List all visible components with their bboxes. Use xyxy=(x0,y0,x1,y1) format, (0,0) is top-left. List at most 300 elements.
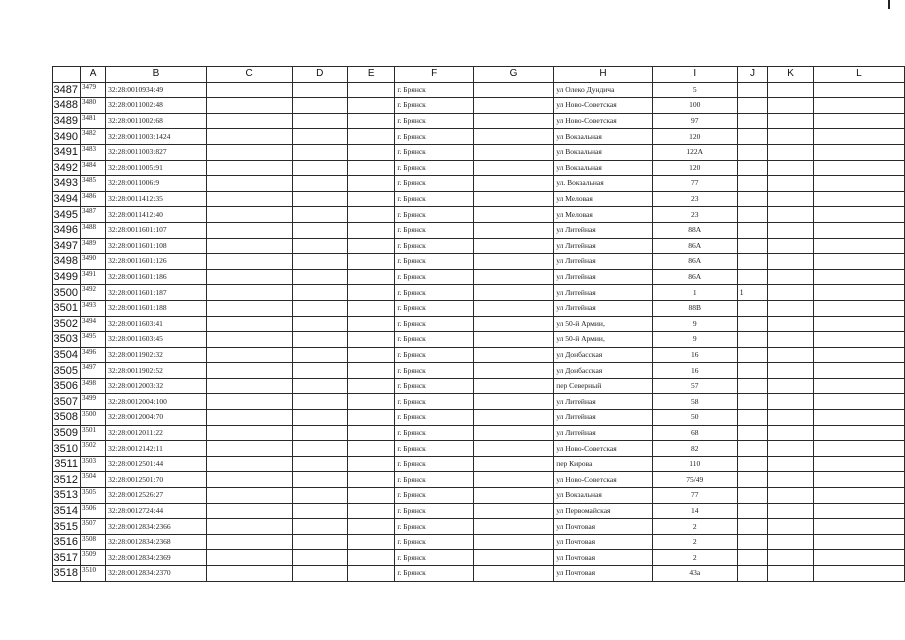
cell-k[interactable] xyxy=(768,144,813,160)
cell-b[interactable]: 32:28:0011006:9 xyxy=(106,176,207,192)
cell-j[interactable] xyxy=(737,503,768,519)
cell-f[interactable]: г. Брянск xyxy=(395,503,474,519)
cell-a[interactable]: 3502 xyxy=(80,441,105,457)
row-number[interactable]: 3496 xyxy=(53,222,81,238)
row-number[interactable]: 3515 xyxy=(53,519,81,535)
cell-e[interactable] xyxy=(348,347,395,363)
cell-e[interactable] xyxy=(348,222,395,238)
cell-a[interactable]: 3492 xyxy=(80,285,105,301)
cell-j[interactable] xyxy=(737,222,768,238)
cell-l[interactable] xyxy=(813,98,904,114)
row-number[interactable]: 3507 xyxy=(53,394,81,410)
cell-g[interactable] xyxy=(473,160,553,176)
cell-f[interactable]: г. Брянск xyxy=(395,394,474,410)
cell-a[interactable]: 3506 xyxy=(80,503,105,519)
cell-c[interactable] xyxy=(206,566,292,582)
cell-l[interactable] xyxy=(813,363,904,379)
cell-c[interactable] xyxy=(206,347,292,363)
cell-k[interactable] xyxy=(768,503,813,519)
cell-l[interactable] xyxy=(813,519,904,535)
cell-d[interactable] xyxy=(292,129,348,145)
cell-e[interactable] xyxy=(348,129,395,145)
cell-a[interactable]: 3497 xyxy=(80,363,105,379)
cell-b[interactable]: 32:28:0011003:1424 xyxy=(106,129,207,145)
cell-i[interactable]: 77 xyxy=(652,488,737,504)
cell-c[interactable] xyxy=(206,269,292,285)
cell-g[interactable] xyxy=(473,425,553,441)
cell-h[interactable]: ул Почтовая xyxy=(554,566,653,582)
cell-f[interactable]: г. Брянск xyxy=(395,300,474,316)
cell-i[interactable]: 23 xyxy=(652,191,737,207)
cell-l[interactable] xyxy=(813,441,904,457)
cell-i[interactable]: 43а xyxy=(652,566,737,582)
cell-a[interactable]: 3498 xyxy=(80,378,105,394)
cell-f[interactable]: г. Брянск xyxy=(395,176,474,192)
cell-e[interactable] xyxy=(348,519,395,535)
cell-c[interactable] xyxy=(206,176,292,192)
row-number[interactable]: 3503 xyxy=(53,332,81,348)
cell-h[interactable]: ул Почтовая xyxy=(554,519,653,535)
cell-g[interactable] xyxy=(473,300,553,316)
cell-k[interactable] xyxy=(768,285,813,301)
cell-l[interactable] xyxy=(813,534,904,550)
cell-k[interactable] xyxy=(768,534,813,550)
row-number[interactable]: 3499 xyxy=(53,269,81,285)
cell-g[interactable] xyxy=(473,441,553,457)
cell-j[interactable] xyxy=(737,238,768,254)
cell-l[interactable] xyxy=(813,300,904,316)
cell-l[interactable] xyxy=(813,113,904,129)
cell-l[interactable] xyxy=(813,503,904,519)
cell-h[interactable]: ул Почтовая xyxy=(554,534,653,550)
cell-g[interactable] xyxy=(473,363,553,379)
cell-c[interactable] xyxy=(206,222,292,238)
cell-g[interactable] xyxy=(473,534,553,550)
cell-a[interactable]: 3481 xyxy=(80,113,105,129)
cell-b[interactable]: 32:28:0012142:11 xyxy=(106,441,207,457)
row-number[interactable]: 3490 xyxy=(53,129,81,145)
cell-h[interactable]: ул Литейная xyxy=(554,285,653,301)
cell-i[interactable]: 5 xyxy=(652,82,737,98)
cell-j[interactable] xyxy=(737,363,768,379)
cell-d[interactable] xyxy=(292,191,348,207)
cell-h[interactable]: ул Донбасская xyxy=(554,347,653,363)
cell-k[interactable] xyxy=(768,300,813,316)
cell-f[interactable]: г. Брянск xyxy=(395,550,474,566)
row-number[interactable]: 3492 xyxy=(53,160,81,176)
cell-e[interactable] xyxy=(348,160,395,176)
cell-b[interactable]: 32:28:0011601:186 xyxy=(106,269,207,285)
cell-i[interactable]: 57 xyxy=(652,378,737,394)
cell-e[interactable] xyxy=(348,254,395,270)
cell-i[interactable]: 2 xyxy=(652,550,737,566)
cell-b[interactable]: 32:28:0012501:44 xyxy=(106,456,207,472)
cell-b[interactable]: 32:28:0011601:107 xyxy=(106,222,207,238)
cell-h[interactable]: ул 50-й Армии, xyxy=(554,316,653,332)
row-number[interactable]: 3514 xyxy=(53,503,81,519)
cell-d[interactable] xyxy=(292,285,348,301)
cell-l[interactable] xyxy=(813,144,904,160)
cell-i[interactable]: 86А xyxy=(652,269,737,285)
cell-a[interactable]: 3490 xyxy=(80,254,105,270)
cell-l[interactable] xyxy=(813,394,904,410)
cell-c[interactable] xyxy=(206,456,292,472)
cell-k[interactable] xyxy=(768,347,813,363)
cell-i[interactable]: 14 xyxy=(652,503,737,519)
cell-b[interactable]: 32:28:0012011:22 xyxy=(106,425,207,441)
cell-l[interactable] xyxy=(813,566,904,582)
cell-l[interactable] xyxy=(813,160,904,176)
cell-g[interactable] xyxy=(473,550,553,566)
cell-e[interactable] xyxy=(348,98,395,114)
cell-e[interactable] xyxy=(348,207,395,223)
cell-b[interactable]: 32:28:0011603:45 xyxy=(106,332,207,348)
cell-f[interactable]: г. Брянск xyxy=(395,285,474,301)
cell-k[interactable] xyxy=(768,378,813,394)
cell-c[interactable] xyxy=(206,503,292,519)
cell-i[interactable]: 2 xyxy=(652,519,737,535)
cell-i[interactable]: 50 xyxy=(652,410,737,426)
cell-g[interactable] xyxy=(473,129,553,145)
row-number[interactable]: 3508 xyxy=(53,410,81,426)
cell-i[interactable]: 120 xyxy=(652,160,737,176)
cell-d[interactable] xyxy=(292,160,348,176)
cell-k[interactable] xyxy=(768,129,813,145)
cell-b[interactable]: 32:28:0012004:100 xyxy=(106,394,207,410)
cell-c[interactable] xyxy=(206,129,292,145)
cell-b[interactable]: 32:28:0011412:40 xyxy=(106,207,207,223)
cell-j[interactable] xyxy=(737,550,768,566)
cell-b[interactable]: 32:28:0011902:52 xyxy=(106,363,207,379)
cell-l[interactable] xyxy=(813,254,904,270)
cell-g[interactable] xyxy=(473,503,553,519)
cell-i[interactable]: 1 xyxy=(652,285,737,301)
cell-j[interactable] xyxy=(737,394,768,410)
cell-j[interactable] xyxy=(737,316,768,332)
cell-h[interactable]: ул Вокзальная xyxy=(554,488,653,504)
cell-f[interactable]: г. Брянск xyxy=(395,129,474,145)
cell-k[interactable] xyxy=(768,222,813,238)
cell-g[interactable] xyxy=(473,378,553,394)
cell-j[interactable] xyxy=(737,300,768,316)
corner-header-cell[interactable] xyxy=(53,67,81,83)
cell-d[interactable] xyxy=(292,472,348,488)
cell-h[interactable]: ул Вокзальная xyxy=(554,160,653,176)
cell-c[interactable] xyxy=(206,254,292,270)
cell-g[interactable] xyxy=(473,285,553,301)
cell-j[interactable] xyxy=(737,472,768,488)
cell-f[interactable]: г. Брянск xyxy=(395,410,474,426)
cell-a[interactable]: 3489 xyxy=(80,238,105,254)
cell-c[interactable] xyxy=(206,363,292,379)
cell-h[interactable]: ул Литейная xyxy=(554,425,653,441)
cell-f[interactable]: г. Брянск xyxy=(395,113,474,129)
row-number[interactable]: 3509 xyxy=(53,425,81,441)
cell-d[interactable] xyxy=(292,456,348,472)
cell-k[interactable] xyxy=(768,456,813,472)
cell-i[interactable]: 97 xyxy=(652,113,737,129)
cell-f[interactable]: г. Брянск xyxy=(395,441,474,457)
cell-a[interactable]: 3482 xyxy=(80,129,105,145)
cell-b[interactable]: 32:28:0011601:188 xyxy=(106,300,207,316)
cell-b[interactable]: 32:28:0011003:827 xyxy=(106,144,207,160)
cell-g[interactable] xyxy=(473,519,553,535)
row-number[interactable]: 3500 xyxy=(53,285,81,301)
cell-d[interactable] xyxy=(292,550,348,566)
cell-c[interactable] xyxy=(206,488,292,504)
cell-e[interactable] xyxy=(348,503,395,519)
cell-c[interactable] xyxy=(206,410,292,426)
cell-d[interactable] xyxy=(292,441,348,457)
cell-e[interactable] xyxy=(348,332,395,348)
column-header-d[interactable]: D xyxy=(292,67,348,83)
cell-g[interactable] xyxy=(473,488,553,504)
cell-e[interactable] xyxy=(348,191,395,207)
cell-b[interactable]: 32:28:0011412:35 xyxy=(106,191,207,207)
cell-h[interactable]: ул Литейная xyxy=(554,300,653,316)
cell-j[interactable] xyxy=(737,456,768,472)
cell-a[interactable]: 3503 xyxy=(80,456,105,472)
cell-j[interactable] xyxy=(737,176,768,192)
cell-b[interactable]: 32:28:0011902:32 xyxy=(106,347,207,363)
cell-e[interactable] xyxy=(348,113,395,129)
cell-d[interactable] xyxy=(292,332,348,348)
cell-k[interactable] xyxy=(768,160,813,176)
cell-f[interactable]: г. Брянск xyxy=(395,488,474,504)
row-number[interactable]: 3488 xyxy=(53,98,81,114)
cell-l[interactable] xyxy=(813,316,904,332)
cell-c[interactable] xyxy=(206,316,292,332)
cell-b[interactable]: 32:28:0012003:32 xyxy=(106,378,207,394)
cell-l[interactable] xyxy=(813,207,904,223)
cell-k[interactable] xyxy=(768,472,813,488)
cell-i[interactable]: 86А xyxy=(652,254,737,270)
cell-f[interactable]: г. Брянск xyxy=(395,363,474,379)
cell-k[interactable] xyxy=(768,98,813,114)
cell-h[interactable]: ул Ново-Советская xyxy=(554,98,653,114)
cell-d[interactable] xyxy=(292,503,348,519)
cell-k[interactable] xyxy=(768,332,813,348)
cell-h[interactable]: ул 50-й Армии, xyxy=(554,332,653,348)
cell-c[interactable] xyxy=(206,300,292,316)
column-header-i[interactable]: I xyxy=(652,67,737,83)
column-header-k[interactable]: K xyxy=(768,67,813,83)
cell-h[interactable]: ул. Вокзальная xyxy=(554,176,653,192)
cell-e[interactable] xyxy=(348,410,395,426)
cell-b[interactable]: 32:28:0011601:187 xyxy=(106,285,207,301)
row-number[interactable]: 3510 xyxy=(53,441,81,457)
cell-j[interactable] xyxy=(737,269,768,285)
cell-l[interactable] xyxy=(813,332,904,348)
cell-g[interactable] xyxy=(473,113,553,129)
cell-d[interactable] xyxy=(292,566,348,582)
cell-k[interactable] xyxy=(768,238,813,254)
cell-a[interactable]: 3495 xyxy=(80,332,105,348)
cell-e[interactable] xyxy=(348,300,395,316)
cell-a[interactable]: 3496 xyxy=(80,347,105,363)
cell-j[interactable] xyxy=(737,332,768,348)
cell-a[interactable]: 3484 xyxy=(80,160,105,176)
cell-e[interactable] xyxy=(348,316,395,332)
cell-d[interactable] xyxy=(292,144,348,160)
cell-j[interactable] xyxy=(737,254,768,270)
cell-b[interactable]: 32:28:0012834:2369 xyxy=(106,550,207,566)
cell-b[interactable]: 32:28:0012004:70 xyxy=(106,410,207,426)
cell-k[interactable] xyxy=(768,519,813,535)
cell-d[interactable] xyxy=(292,176,348,192)
row-number[interactable]: 3489 xyxy=(53,113,81,129)
cell-j[interactable] xyxy=(737,519,768,535)
cell-d[interactable] xyxy=(292,300,348,316)
cell-e[interactable] xyxy=(348,82,395,98)
cell-i[interactable]: 2 xyxy=(652,534,737,550)
cell-d[interactable] xyxy=(292,410,348,426)
cell-f[interactable]: г. Брянск xyxy=(395,207,474,223)
cell-c[interactable] xyxy=(206,441,292,457)
cell-l[interactable] xyxy=(813,488,904,504)
cell-f[interactable]: г. Брянск xyxy=(395,82,474,98)
cell-i[interactable]: 100 xyxy=(652,98,737,114)
cell-k[interactable] xyxy=(768,425,813,441)
cell-a[interactable]: 3486 xyxy=(80,191,105,207)
cell-l[interactable] xyxy=(813,378,904,394)
row-number[interactable]: 3501 xyxy=(53,300,81,316)
cell-j[interactable] xyxy=(737,441,768,457)
cell-j[interactable] xyxy=(737,129,768,145)
row-number[interactable]: 3517 xyxy=(53,550,81,566)
cell-a[interactable]: 3487 xyxy=(80,207,105,223)
cell-e[interactable] xyxy=(348,269,395,285)
cell-a[interactable]: 3480 xyxy=(80,98,105,114)
cell-b[interactable]: 32:28:0012526:27 xyxy=(106,488,207,504)
cell-j[interactable] xyxy=(737,410,768,426)
cell-f[interactable]: г. Брянск xyxy=(395,472,474,488)
cell-a[interactable]: 3500 xyxy=(80,410,105,426)
cell-l[interactable] xyxy=(813,425,904,441)
cell-h[interactable]: ул Меловая xyxy=(554,207,653,223)
cell-l[interactable] xyxy=(813,472,904,488)
cell-f[interactable]: г. Брянск xyxy=(395,98,474,114)
row-number[interactable]: 3504 xyxy=(53,347,81,363)
cell-l[interactable] xyxy=(813,129,904,145)
cell-g[interactable] xyxy=(473,238,553,254)
row-number[interactable]: 3506 xyxy=(53,378,81,394)
cell-c[interactable] xyxy=(206,332,292,348)
cell-a[interactable]: 3501 xyxy=(80,425,105,441)
cell-a[interactable]: 3488 xyxy=(80,222,105,238)
cell-i[interactable]: 110 xyxy=(652,456,737,472)
cell-h[interactable]: ул Литейная xyxy=(554,222,653,238)
cell-e[interactable] xyxy=(348,238,395,254)
cell-j[interactable] xyxy=(737,207,768,223)
cell-i[interactable]: 23 xyxy=(652,207,737,223)
cell-j[interactable]: 1 xyxy=(737,285,768,301)
column-header-c[interactable]: C xyxy=(206,67,292,83)
cell-a[interactable]: 3509 xyxy=(80,550,105,566)
cell-i[interactable]: 75/49 xyxy=(652,472,737,488)
cell-k[interactable] xyxy=(768,254,813,270)
cell-d[interactable] xyxy=(292,316,348,332)
cell-d[interactable] xyxy=(292,238,348,254)
cell-g[interactable] xyxy=(473,98,553,114)
cell-d[interactable] xyxy=(292,488,348,504)
cell-h[interactable]: ул Литейная xyxy=(554,254,653,270)
cell-b[interactable]: 32:28:0010934:49 xyxy=(106,82,207,98)
cell-a[interactable]: 3507 xyxy=(80,519,105,535)
cell-e[interactable] xyxy=(348,425,395,441)
cell-k[interactable] xyxy=(768,488,813,504)
cell-d[interactable] xyxy=(292,519,348,535)
cell-d[interactable] xyxy=(292,254,348,270)
cell-c[interactable] xyxy=(206,519,292,535)
cell-b[interactable]: 32:28:0012834:2368 xyxy=(106,534,207,550)
cell-g[interactable] xyxy=(473,222,553,238)
column-header-e[interactable]: E xyxy=(348,67,395,83)
cell-e[interactable] xyxy=(348,534,395,550)
cell-g[interactable] xyxy=(473,332,553,348)
cell-a[interactable]: 3508 xyxy=(80,534,105,550)
row-number[interactable]: 3491 xyxy=(53,144,81,160)
cell-c[interactable] xyxy=(206,285,292,301)
cell-k[interactable] xyxy=(768,363,813,379)
row-number[interactable]: 3495 xyxy=(53,207,81,223)
cell-e[interactable] xyxy=(348,488,395,504)
cell-i[interactable]: 82 xyxy=(652,441,737,457)
cell-c[interactable] xyxy=(206,472,292,488)
cell-b[interactable]: 32:28:0011002:48 xyxy=(106,98,207,114)
cell-f[interactable]: г. Брянск xyxy=(395,456,474,472)
cell-c[interactable] xyxy=(206,191,292,207)
cell-l[interactable] xyxy=(813,191,904,207)
cell-e[interactable] xyxy=(348,394,395,410)
cell-j[interactable] xyxy=(737,160,768,176)
row-number[interactable]: 3493 xyxy=(53,176,81,192)
cell-a[interactable]: 3505 xyxy=(80,488,105,504)
cell-l[interactable] xyxy=(813,285,904,301)
cell-l[interactable] xyxy=(813,347,904,363)
cell-i[interactable]: 9 xyxy=(652,332,737,348)
cell-k[interactable] xyxy=(768,394,813,410)
cell-j[interactable] xyxy=(737,425,768,441)
cell-k[interactable] xyxy=(768,82,813,98)
cell-e[interactable] xyxy=(348,363,395,379)
cell-b[interactable]: 32:28:0012834:2370 xyxy=(106,566,207,582)
cell-b[interactable]: 32:28:0011002:68 xyxy=(106,113,207,129)
cell-j[interactable] xyxy=(737,82,768,98)
cell-c[interactable] xyxy=(206,394,292,410)
cell-i[interactable]: 122А xyxy=(652,144,737,160)
cell-l[interactable] xyxy=(813,456,904,472)
cell-b[interactable]: 32:28:0011005:91 xyxy=(106,160,207,176)
cell-h[interactable]: ул Литейная xyxy=(554,410,653,426)
cell-a[interactable]: 3494 xyxy=(80,316,105,332)
cell-k[interactable] xyxy=(768,316,813,332)
cell-c[interactable] xyxy=(206,207,292,223)
cell-l[interactable] xyxy=(813,82,904,98)
cell-k[interactable] xyxy=(768,207,813,223)
row-number[interactable]: 3518 xyxy=(53,566,81,582)
cell-d[interactable] xyxy=(292,269,348,285)
cell-k[interactable] xyxy=(768,441,813,457)
cell-h[interactable]: ул Литейная xyxy=(554,238,653,254)
cell-i[interactable]: 16 xyxy=(652,363,737,379)
cell-h[interactable]: ул Ново-Советская xyxy=(554,472,653,488)
cell-b[interactable]: 32:28:0011601:126 xyxy=(106,254,207,270)
cell-e[interactable] xyxy=(348,566,395,582)
cell-d[interactable] xyxy=(292,534,348,550)
cell-h[interactable]: ул Ново-Советская xyxy=(554,441,653,457)
cell-e[interactable] xyxy=(348,144,395,160)
